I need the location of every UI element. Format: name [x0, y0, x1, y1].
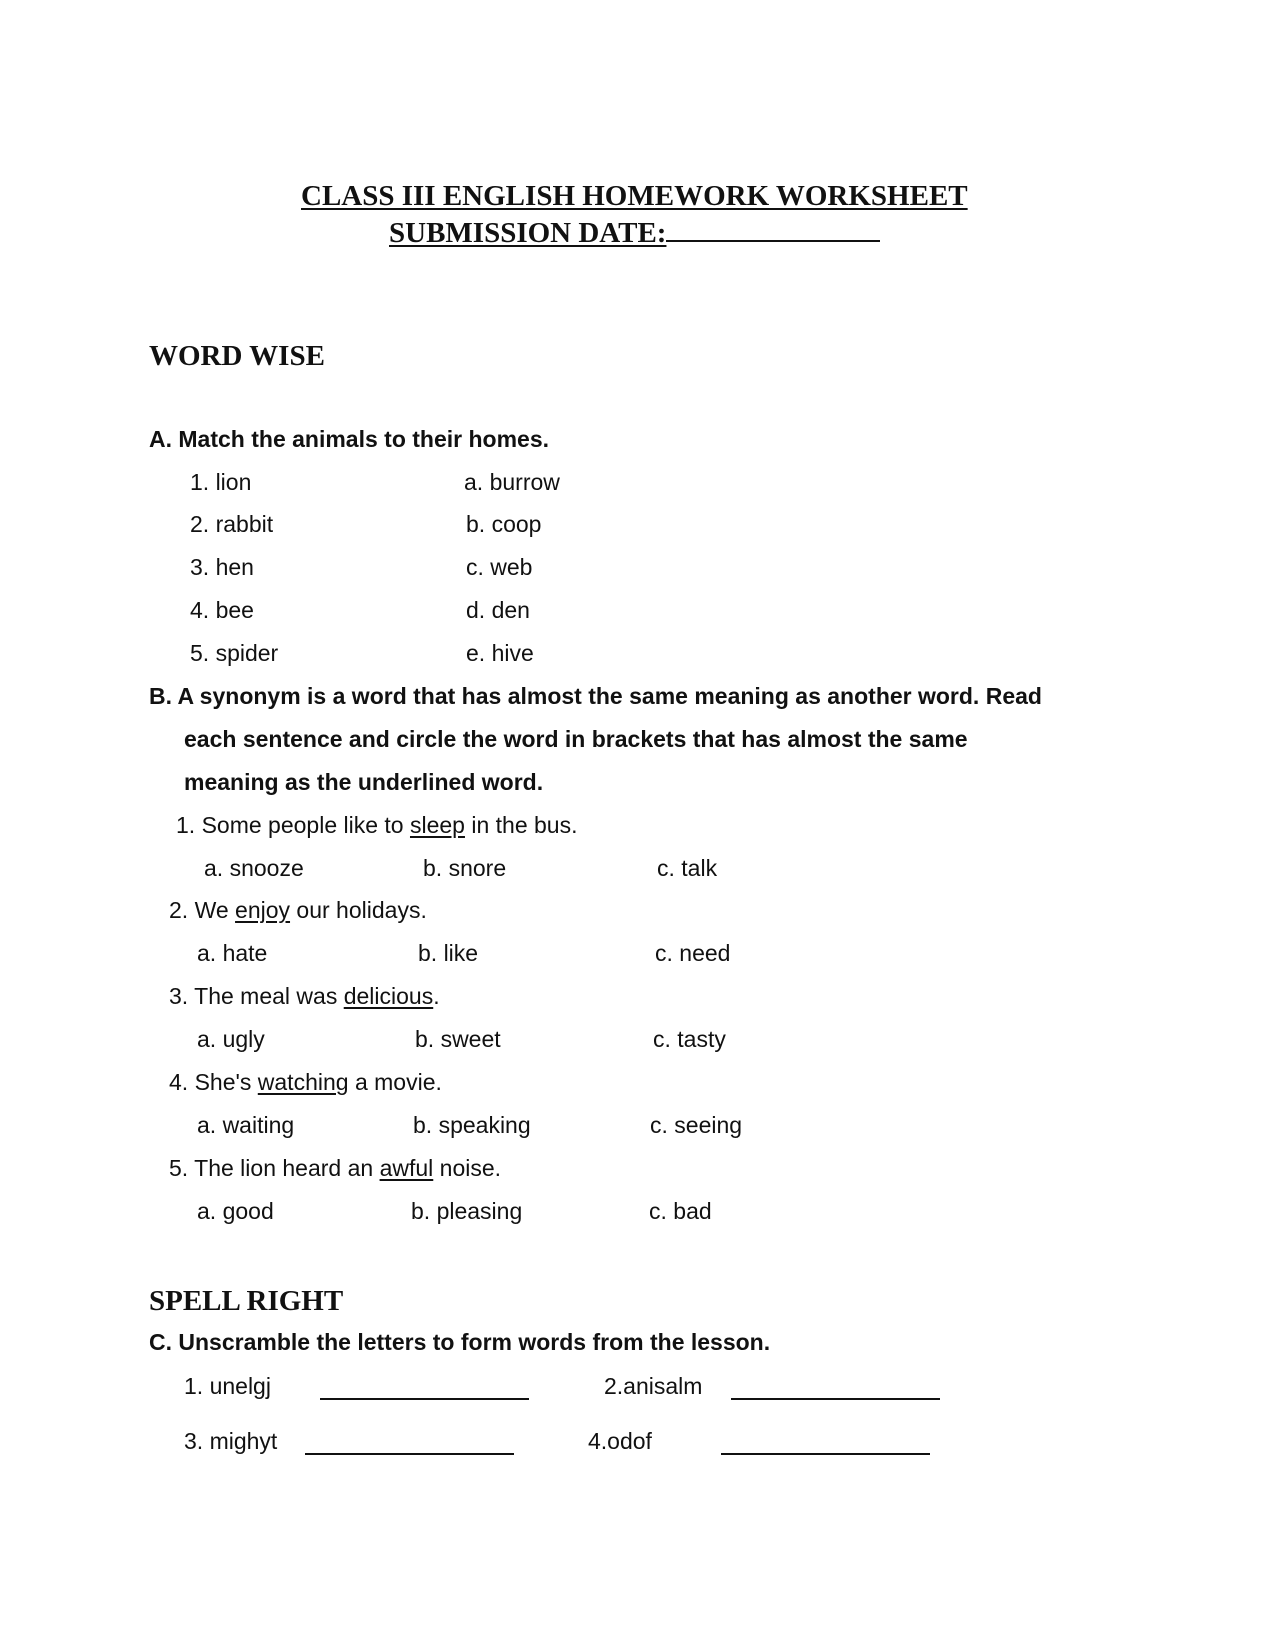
- synonym-option[interactable]: c. seeing: [650, 1112, 743, 1138]
- synonym-option[interactable]: b. sweet: [415, 1026, 501, 1052]
- section-heading-word-wise: WORD WISE: [149, 340, 325, 372]
- scrambled-word: 2.anisalm: [604, 1373, 703, 1399]
- synonym-option[interactable]: a. waiting: [197, 1112, 295, 1138]
- sentence-text: in the bus.: [464, 812, 578, 838]
- synonym-option[interactable]: b. like: [418, 940, 479, 966]
- submission-date-blank[interactable]: [666, 214, 880, 242]
- synonym-option[interactable]: a. good: [197, 1198, 274, 1224]
- submission-date-label: SUBMISSION DATE:: [389, 217, 667, 249]
- question-c: C. Unscramble the letters to form words from the lesson.: [149, 1329, 771, 1355]
- synonym-sentence: [169, 897, 427, 924]
- synonym-sentence: [169, 1069, 442, 1096]
- question-a: A. Match the animals to their homes.: [149, 426, 550, 452]
- answer-blank[interactable]: [731, 1376, 940, 1400]
- synonym-option[interactable]: c. need: [655, 940, 731, 966]
- synonym-option[interactable]: c. bad: [649, 1198, 712, 1224]
- answer-blank[interactable]: [320, 1376, 529, 1400]
- synonym-option[interactable]: b. speaking: [413, 1112, 531, 1138]
- sentence-text: a movie.: [348, 1069, 442, 1095]
- synonym-option[interactable]: a. ugly: [197, 1026, 265, 1052]
- sentence-text: 2. We: [169, 897, 236, 923]
- synonym-option[interactable]: a. snooze: [204, 855, 304, 881]
- sentence-text: 3. The meal was: [169, 983, 344, 1009]
- sentence-text: our holidays.: [290, 897, 427, 923]
- sentence-text: .: [433, 983, 440, 1009]
- match-animal[interactable]: 5. spider: [190, 640, 279, 666]
- synonym-option[interactable]: b. pleasing: [411, 1198, 523, 1224]
- answer-blank[interactable]: [721, 1431, 930, 1455]
- page-title: CLASS III ENGLISH HOMEWORK WORKSHEET: [301, 180, 968, 212]
- question-b-line: B. A synonym is a word that has almost the same meaning as another word. Read: [149, 683, 1042, 709]
- sentence-text: 5. The lion heard an: [169, 1155, 380, 1181]
- synonym-sentence: [169, 1155, 501, 1182]
- scrambled-word: 4.odof: [588, 1428, 652, 1454]
- submission-date-field: [389, 214, 880, 250]
- underlined-word: sleep: [409, 812, 465, 838]
- synonym-option[interactable]: c. talk: [657, 855, 718, 881]
- synonym-sentence: [176, 812, 578, 839]
- match-home[interactable]: e. hive: [466, 640, 534, 666]
- question-b-line: meaning as the underlined word.: [184, 769, 544, 795]
- underlined-word: watching: [257, 1069, 349, 1095]
- match-animal[interactable]: 1. lion: [190, 469, 252, 495]
- match-animal[interactable]: 4. bee: [190, 597, 254, 623]
- match-home[interactable]: a. burrow: [464, 469, 560, 495]
- match-animal[interactable]: 3. hen: [190, 554, 254, 580]
- synonym-sentence: [169, 983, 440, 1010]
- match-animal[interactable]: 2. rabbit: [190, 511, 274, 537]
- sentence-text: 4. She's: [169, 1069, 258, 1095]
- match-home[interactable]: c. web: [466, 554, 533, 580]
- match-home[interactable]: d. den: [466, 597, 530, 623]
- underlined-word: delicious: [343, 983, 434, 1009]
- synonym-option[interactable]: a. hate: [197, 940, 268, 966]
- sentence-text: noise.: [433, 1155, 502, 1181]
- underlined-word: awful: [379, 1155, 434, 1181]
- match-home[interactable]: b. coop: [466, 511, 542, 537]
- scrambled-word: 3. mighyt: [184, 1428, 278, 1454]
- underlined-word: enjoy: [235, 897, 291, 923]
- question-b-line: each sentence and circle the word in brackets that has almost the same: [184, 726, 968, 752]
- synonym-option[interactable]: b. snore: [423, 855, 507, 881]
- section-heading-spell-right: SPELL RIGHT: [149, 1285, 344, 1317]
- sentence-text: 1. Some people like to: [176, 812, 410, 838]
- answer-blank[interactable]: [305, 1431, 514, 1455]
- scrambled-word: 1. unelgj: [184, 1373, 271, 1399]
- synonym-option[interactable]: c. tasty: [653, 1026, 726, 1052]
